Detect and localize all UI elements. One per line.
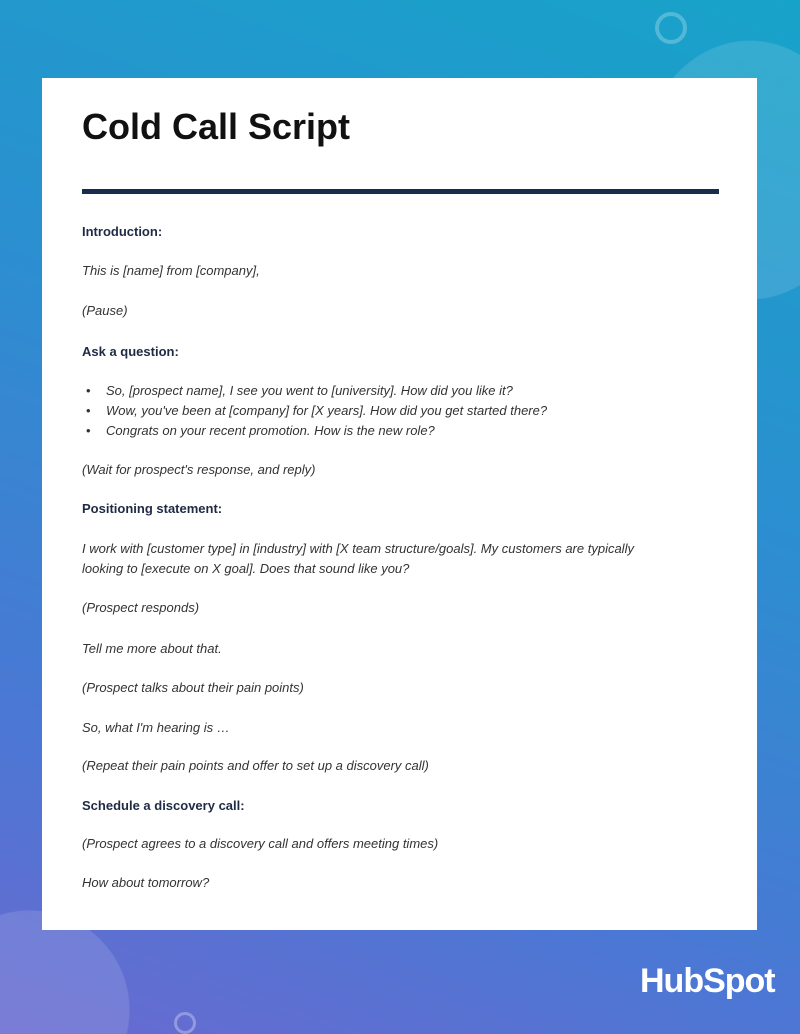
script-line: (Prospect responds) <box>82 600 200 615</box>
script-line: How about tomorrow? <box>82 875 210 890</box>
script-line: looking to [execute on X goal]. Does that sound like you? <box>82 561 410 576</box>
script-line: This is [name] from [company], <box>82 263 260 278</box>
decor-ring <box>174 1012 196 1034</box>
hubspot-logo: HubSpot <box>640 962 775 1000</box>
decor-ring <box>655 12 687 44</box>
section-heading-ask: Ask a question: <box>82 344 179 359</box>
section-heading-introduction: Introduction: <box>82 224 163 239</box>
script-line: (Repeat their pain points and offer to set up a discovery call) <box>82 758 429 773</box>
title-divider <box>82 189 719 194</box>
script-line: (Pause) <box>82 303 128 318</box>
script-line: (Prospect agrees to a discovery call and offers meeting times) <box>82 836 439 851</box>
script-page <box>42 78 757 930</box>
script-line: I work with [customer type] in [industry] with [X team structure/goals]. My customers are typically <box>82 541 634 556</box>
script-line: Tell me more about that. <box>82 641 222 656</box>
script-line: So, what I'm hearing is … <box>82 720 230 735</box>
script-line: (Wait for prospect's response, and reply) <box>82 462 316 477</box>
page-title: Cold Call Script <box>82 106 351 147</box>
section-heading-schedule: Schedule a discovery call: <box>82 798 245 813</box>
list-item: • So, [prospect name], I see you went to [university]. How did you like it? <box>106 383 513 398</box>
script-line: (Prospect talks about their pain points) <box>82 680 304 695</box>
list-item: • Wow, you've been at [company] for [X years]. How did you get started there? <box>106 403 547 418</box>
list-item: • Congrats on your recent promotion. How is the new role? <box>106 423 435 438</box>
section-heading-positioning: Positioning statement: <box>82 501 223 516</box>
